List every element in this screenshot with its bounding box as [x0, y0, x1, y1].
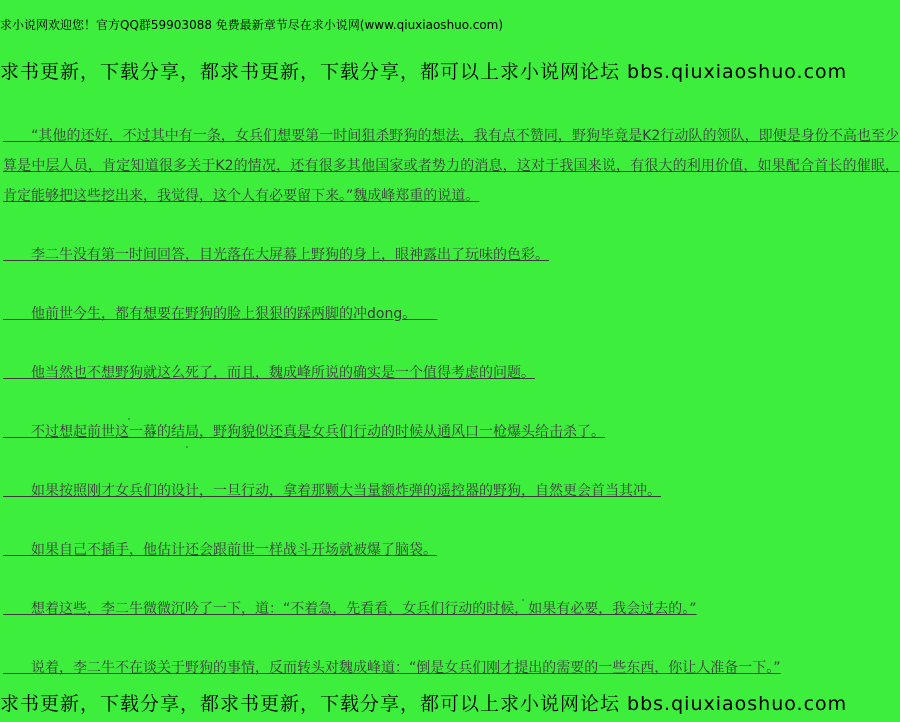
novel-paragraph[interactable]: 他当然也不想野狗就这么死了，而且，魏成峰所说的确实是一个值得考虑的问题。: [3, 365, 535, 381]
novel-paragraph[interactable]: 李二牛没有第一时间回答，目光落在大屏幕上野狗的身上，眼神露出了玩味的色彩。: [3, 247, 549, 263]
novel-paragraph[interactable]: 如果自己不插手，他估计还会跟前世一样战斗开场就被爆了脑袋。: [3, 542, 437, 558]
novel-paragraph[interactable]: “其他的还好，不过其中有一条，女兵们想要第一时间狙杀野狗的想法，我有点不赞同，野狗毕竟是K2行动队的领队，即便是身份不高也至少算是中层人员，肯定知道很多关于K2的情况，还有很多其他国家或者势力的消息，这对于我国来说，有很大的利用价值，如果配合首长的催眠，肯定能够把这些挖出来，我觉得，这个人有必要留下来。”魏成峰郑重的说道。: [3, 128, 899, 204]
novel-text-content: [3, 121, 899, 712]
noise-speck: [152, 431, 155, 434]
footer-promo-banner: 求书更新，下载分享，都求书更新，下载分享，都可以上求小说网论坛 bbs.qiuxiaoshuo.com: [0, 693, 848, 715]
noise-speck: [128, 418, 130, 420]
novel-paragraph[interactable]: 想着这些，李二牛微微沉吟了一下，道：“不着急，先看看，女兵们行动的时候，如果有必要，我会过去的。”: [3, 601, 697, 617]
noise-speck: [186, 446, 188, 448]
novel-paragraph[interactable]: 不过想起前世这一幕的结局，野狗貌似还真是女兵们行动的时候从通风口一枪爆头给击杀了。: [3, 424, 605, 440]
novel-paragraph[interactable]: 如果按照刚才女兵们的设计，一旦行动，拿着那颗大当量额炸弹的遥控器的野狗，自然更会首当其冲。: [3, 483, 661, 499]
novel-paragraph[interactable]: 他前世今生，都有想要在野狗的脸上狠狠的踩两脚的冲dong。: [3, 306, 438, 322]
header-promo-banner: 求书更新，下载分享，都求书更新，下载分享，都可以上求小说网论坛 bbs.qiuxiaoshuo.com: [0, 61, 848, 83]
noise-speck: [522, 599, 524, 601]
novel-paragraph[interactable]: 说着，李二牛不在谈关于野狗的事情，反而转头对魏成峰道：“倒是女兵们刚才提出的需要的一些东西，你让人准备一下。”: [3, 660, 781, 676]
site-welcome-banner: 求小说网欢迎您！官方QQ群59903088 免费最新章节尽在求小说网(www.qiuxiaoshuo.com): [0, 18, 504, 32]
